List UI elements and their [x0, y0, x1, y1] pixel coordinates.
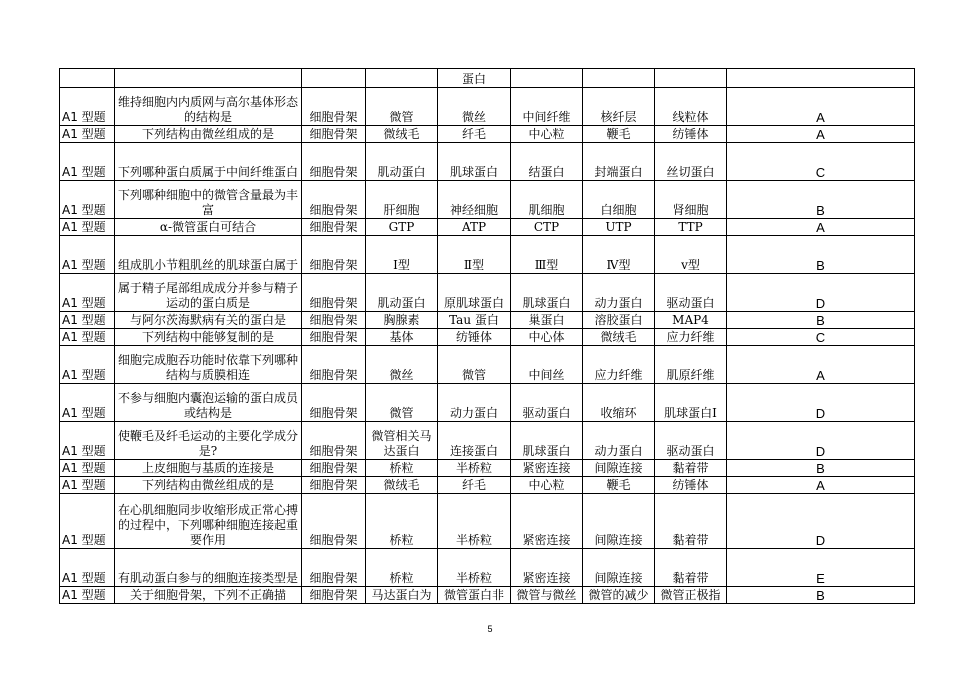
question-stem-cell: 使鞭毛及纤毛运动的主要化学成分是?	[115, 422, 302, 460]
answer-cell: C	[727, 329, 915, 346]
option-e-cell: 纺锤体	[655, 477, 727, 494]
option-d-cell: Ⅳ型	[583, 236, 655, 274]
table-row	[60, 422, 915, 460]
header-cell	[727, 69, 915, 88]
option-d-cell: 微管的减少	[583, 587, 655, 604]
question-stem-cell: 下列结构由微丝组成的是	[115, 126, 302, 143]
option-b-cell: 纤毛	[438, 477, 511, 494]
question-type-cell: A1 型题	[60, 312, 115, 329]
question-type-cell: A1 型题	[60, 422, 115, 460]
answer-cell: D	[727, 494, 915, 549]
category-cell: 细胞骨架	[302, 236, 366, 274]
answer-cell: A	[727, 219, 915, 236]
question-stem-cell: 上皮细胞与基质的连接是	[115, 460, 302, 477]
option-d-cell: 动力蛋白	[583, 422, 655, 460]
table-row	[60, 181, 915, 219]
category-cell: 细胞骨架	[302, 587, 366, 604]
question-stem-cell: 下列结构由微丝组成的是	[115, 477, 302, 494]
option-b-cell: 原肌球蛋白	[438, 274, 511, 312]
answer-cell: D	[727, 422, 915, 460]
answer-cell: B	[727, 587, 915, 604]
question-type-cell: A1 型题	[60, 460, 115, 477]
question-stem-cell: 属于精子尾部组成成分并参与精子运动的蛋白质是	[115, 274, 302, 312]
question-type-cell: A1 型题	[60, 384, 115, 422]
answer-cell: B	[727, 181, 915, 219]
category-cell: 细胞骨架	[302, 312, 366, 329]
table-row	[60, 143, 915, 181]
option-c-cell: 结蛋白	[511, 143, 583, 181]
answer-cell: E	[727, 549, 915, 587]
category-cell: 细胞骨架	[302, 477, 366, 494]
question-stem-cell: 组成肌小节粗肌丝的肌球蛋白属于	[115, 236, 302, 274]
option-e-cell: 微管正极指	[655, 587, 727, 604]
option-d-cell: 封端蛋白	[583, 143, 655, 181]
question-type-cell: A1 型题	[60, 88, 115, 126]
option-d-cell: 间隙连接	[583, 549, 655, 587]
option-a-cell: 微管	[366, 88, 438, 126]
table-header-row	[60, 69, 915, 88]
option-e-cell: 驱动蛋白	[655, 274, 727, 312]
option-c-cell: 巢蛋白	[511, 312, 583, 329]
category-cell: 细胞骨架	[302, 384, 366, 422]
option-a-cell: 肝细胞	[366, 181, 438, 219]
question-type-cell: A1 型题	[60, 181, 115, 219]
answer-cell: B	[727, 236, 915, 274]
answer-cell: A	[727, 477, 915, 494]
question-type-cell: A1 型题	[60, 236, 115, 274]
option-c-cell: 中间纤维	[511, 88, 583, 126]
option-c-cell: 微管与微丝	[511, 587, 583, 604]
option-e-cell: 线粒体	[655, 88, 727, 126]
table-row	[60, 236, 915, 274]
option-e-cell: 肌球蛋白Ⅰ	[655, 384, 727, 422]
category-cell: 细胞骨架	[302, 346, 366, 384]
question-stem-cell: 下列结构中能够复制的是	[115, 329, 302, 346]
option-c-cell: Ⅲ型	[511, 236, 583, 274]
option-a-cell: 微绒毛	[366, 477, 438, 494]
question-table	[59, 68, 915, 604]
option-d-cell: 应力纤维	[583, 346, 655, 384]
answer-cell: D	[727, 384, 915, 422]
option-a-cell: 马达蛋白为	[366, 587, 438, 604]
option-b-cell: Ⅱ型	[438, 236, 511, 274]
option-b-cell: ATP	[438, 219, 511, 236]
option-a-cell: 肌动蛋白	[366, 274, 438, 312]
answer-cell: B	[727, 460, 915, 477]
option-d-cell: 间隙连接	[583, 460, 655, 477]
option-a-cell: 微丝	[366, 346, 438, 384]
header-cell	[583, 69, 655, 88]
option-e-cell: MAP4	[655, 312, 727, 329]
answer-cell: A	[727, 88, 915, 126]
option-d-cell: 间隙连接	[583, 494, 655, 549]
category-cell: 细胞骨架	[302, 494, 366, 549]
header-cell	[511, 69, 583, 88]
option-c-cell: 肌球蛋白	[511, 274, 583, 312]
table-row	[60, 494, 915, 549]
question-stem-cell: 关于细胞骨架，下列不正确描	[115, 587, 302, 604]
question-stem-cell: 不参与细胞内囊泡运输的蛋白成员或结构是	[115, 384, 302, 422]
question-type-cell: A1 型题	[60, 346, 115, 384]
option-d-cell: 鞭毛	[583, 477, 655, 494]
table-row	[60, 549, 915, 587]
option-c-cell: 中心体	[511, 329, 583, 346]
option-c-cell: 中间丝	[511, 346, 583, 384]
question-type-cell: A1 型题	[60, 126, 115, 143]
option-a-cell: 桥粒	[366, 460, 438, 477]
question-type-cell: A1 型题	[60, 549, 115, 587]
option-e-cell: TTP	[655, 219, 727, 236]
option-a-cell: 肌动蛋白	[366, 143, 438, 181]
question-stem-cell: 下列哪种蛋白质属于中间纤维蛋白	[115, 143, 302, 181]
option-b-cell: 半桥粒	[438, 549, 511, 587]
option-e-cell: 丝切蛋白	[655, 143, 727, 181]
option-b-cell: 微管	[438, 346, 511, 384]
question-stem-cell: 在心肌细胞同步收缩形成正常心搏的过程中，下列哪种细胞连接起重要作用	[115, 494, 302, 549]
answer-cell: C	[727, 143, 915, 181]
option-c-cell: 紧密连接	[511, 549, 583, 587]
option-a-cell: 微管相关马达蛋白	[366, 422, 438, 460]
table-row	[60, 274, 915, 312]
option-e-cell: 肌原纤维	[655, 346, 727, 384]
category-cell: 细胞骨架	[302, 143, 366, 181]
option-d-cell: 白细胞	[583, 181, 655, 219]
question-type-cell: A1 型题	[60, 587, 115, 604]
option-a-cell: GTP	[366, 219, 438, 236]
option-a-cell: 微绒毛	[366, 126, 438, 143]
question-type-cell: A1 型题	[60, 274, 115, 312]
table-row	[60, 346, 915, 384]
option-c-cell: 肌细胞	[511, 181, 583, 219]
option-d-cell: 微绒毛	[583, 329, 655, 346]
option-c-cell: 紧密连接	[511, 494, 583, 549]
category-cell: 细胞骨架	[302, 88, 366, 126]
option-d-cell: UTP	[583, 219, 655, 236]
header-cell: 蛋白	[438, 69, 511, 88]
table-row	[60, 219, 915, 236]
category-cell: 细胞骨架	[302, 126, 366, 143]
option-b-cell: 纤毛	[438, 126, 511, 143]
table-row	[60, 460, 915, 477]
category-cell: 细胞骨架	[302, 329, 366, 346]
option-a-cell: 桥粒	[366, 494, 438, 549]
option-c-cell: 中心粒	[511, 477, 583, 494]
question-stem-cell: 下列哪种细胞中的微管含量最为丰富	[115, 181, 302, 219]
option-b-cell: 微管蛋白非	[438, 587, 511, 604]
header-cell	[302, 69, 366, 88]
option-a-cell: 基体	[366, 329, 438, 346]
page-number: 5	[487, 624, 493, 634]
option-c-cell: 肌球蛋白	[511, 422, 583, 460]
option-b-cell: 半桥粒	[438, 494, 511, 549]
header-cell	[366, 69, 438, 88]
header-cell	[60, 69, 115, 88]
option-b-cell: 半桥粒	[438, 460, 511, 477]
category-cell: 细胞骨架	[302, 219, 366, 236]
option-e-cell: ⅴ型	[655, 236, 727, 274]
option-d-cell: 动力蛋白	[583, 274, 655, 312]
table-row	[60, 312, 915, 329]
header-cell	[115, 69, 302, 88]
question-type-cell: A1 型题	[60, 477, 115, 494]
table-row	[60, 126, 915, 143]
table-row	[60, 88, 915, 126]
option-d-cell: 溶胶蛋白	[583, 312, 655, 329]
option-a-cell: 桥粒	[366, 549, 438, 587]
question-stem-cell: 有肌动蛋白参与的细胞连接类型是	[115, 549, 302, 587]
option-a-cell: 微管	[366, 384, 438, 422]
question-stem-cell: 维持细胞内内质网与高尔基体形态的结构是	[115, 88, 302, 126]
category-cell: 细胞骨架	[302, 181, 366, 219]
category-cell: 细胞骨架	[302, 422, 366, 460]
option-e-cell: 黏着带	[655, 494, 727, 549]
option-e-cell: 驱动蛋白	[655, 422, 727, 460]
option-e-cell: 黏着带	[655, 549, 727, 587]
option-b-cell: 连接蛋白	[438, 422, 511, 460]
category-cell: 细胞骨架	[302, 549, 366, 587]
question-stem-cell: 与阿尔茨海默病有关的蛋白是	[115, 312, 302, 329]
option-d-cell: 鞭毛	[583, 126, 655, 143]
answer-cell: A	[727, 346, 915, 384]
question-stem-cell: α-微管蛋白可结合	[115, 219, 302, 236]
option-b-cell: 微丝	[438, 88, 511, 126]
option-e-cell: 应力纤维	[655, 329, 727, 346]
option-b-cell: 纺锤体	[438, 329, 511, 346]
question-stem-cell: 细胞完成胞吞功能时依靠下列哪种结构与质膜相连	[115, 346, 302, 384]
table-row	[60, 384, 915, 422]
category-cell: 细胞骨架	[302, 274, 366, 312]
question-type-cell: A1 型题	[60, 143, 115, 181]
table-row	[60, 587, 915, 604]
option-e-cell: 肾细胞	[655, 181, 727, 219]
option-c-cell: 紧密连接	[511, 460, 583, 477]
option-b-cell: 神经细胞	[438, 181, 511, 219]
option-c-cell: CTP	[511, 219, 583, 236]
option-e-cell: 黏着带	[655, 460, 727, 477]
question-type-cell: A1 型题	[60, 219, 115, 236]
option-c-cell: 驱动蛋白	[511, 384, 583, 422]
option-a-cell: 胸腺素	[366, 312, 438, 329]
option-b-cell: 动力蛋白	[438, 384, 511, 422]
option-e-cell: 纺锤体	[655, 126, 727, 143]
question-type-cell: A1 型题	[60, 494, 115, 549]
option-b-cell: Tau 蛋白	[438, 312, 511, 329]
table-row	[60, 329, 915, 346]
table-row	[60, 477, 915, 494]
option-c-cell: 中心粒	[511, 126, 583, 143]
option-d-cell: 核纤层	[583, 88, 655, 126]
question-type-cell: A1 型题	[60, 329, 115, 346]
category-cell: 细胞骨架	[302, 460, 366, 477]
header-cell	[655, 69, 727, 88]
answer-cell: A	[727, 126, 915, 143]
option-d-cell: 收缩环	[583, 384, 655, 422]
answer-cell: B	[727, 312, 915, 329]
answer-cell: D	[727, 274, 915, 312]
option-a-cell: Ⅰ型	[366, 236, 438, 274]
option-b-cell: 肌球蛋白	[438, 143, 511, 181]
